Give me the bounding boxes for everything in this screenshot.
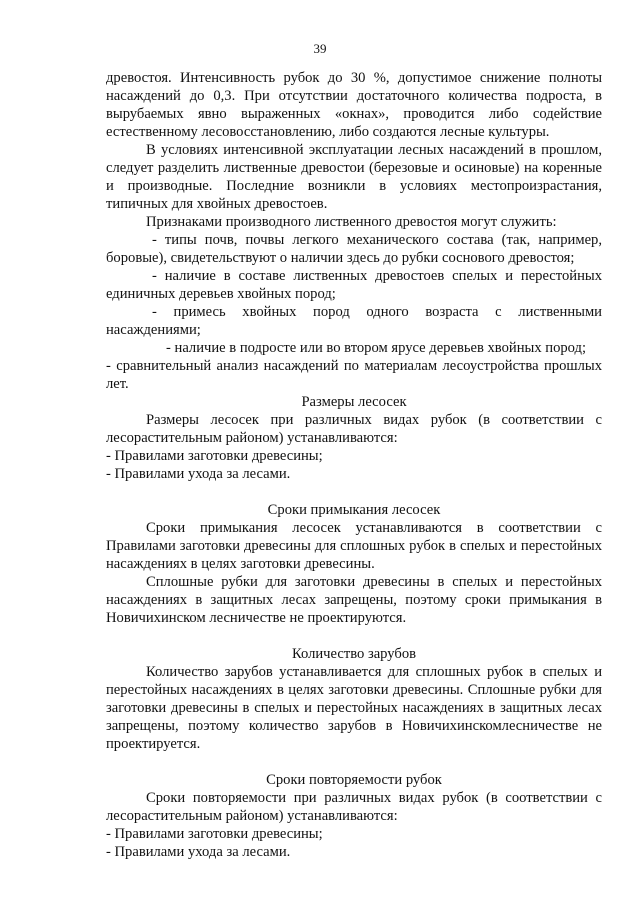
paragraph: В условиях интенсивной эксплуатации лесных насаждений в прошлом, следует разделить лиственные древостои (березовые и осиновые) на коренные и производные. Последние возникли в условиях местопроизрастания, типичных для хвойных древостоев.: [106, 142, 602, 212]
section-title-adjacency-terms: Сроки примыкания лесосек: [267, 502, 441, 518]
section-title-repeat-terms: Сроки повторяемости рубок: [266, 772, 442, 788]
list-item: - наличие в составе лиственных древостоев спелых и перестойных единичных деревьев хвойных пород;: [106, 268, 602, 302]
paragraph: древостоя. Интенсивность рубок до 30 %, допустимое снижение полноты насаждений до 0,3. При отсутствии достаточного количества подроста, в вырубаемых явно выраженных «окнах», проводится либо содействие естественному лесовосстановлению, либо создаются лесные культуры.: [106, 70, 602, 140]
list-item: - примесь хвойных пород одного возраста с лиственными насаждениями;: [106, 304, 602, 338]
paragraph: Сроки примыкания лесосек устанавливаются в соответствии с Правилами заготовки древесины для сплошных рубок в спелых и перестойных насаждениях в целях заготовки древесины.: [106, 520, 602, 572]
list-item: - Правилами ухода за лесами.: [106, 844, 291, 860]
list-item: - Правилами заготовки древесины;: [106, 448, 323, 464]
paragraph: Размеры лесосек при различных видах рубок (в соответствии с лесорастительным районом) устанавливаются:: [106, 412, 602, 446]
list-item: - сравнительный анализ насаждений по материалам лесоустройства прошлых лет.: [106, 358, 602, 392]
page-content: [106, 69, 602, 861]
list-item: - наличие в подросте или во втором ярусе деревьев хвойных пород;: [166, 340, 587, 356]
list-item: - Правилами заготовки древесины;: [106, 826, 323, 842]
paragraph: Количество зарубов устанавливается для сплошных рубок в спелых и перестойных насаждениях в целях заготовки древесины. Сплошные рубки для заготовки древесины в спелых и перестойных насаждениях в защитных лесах запрещены, поэтому количество зарубов в Новичихинскомлесничестве не проектируется.: [106, 664, 602, 752]
paragraph: Сплошные рубки для заготовки древесины в спелых и перестойных насаждениях в защитных лесах запрещены, поэтому сроки примыкания в Новичихинском лесничестве не проектируются.: [106, 574, 602, 626]
list-item: - типы почв, почвы легкого механического состава (так, например, боровые), свидетельствуют о наличии здесь до рубки соснового древостоя;: [106, 232, 602, 266]
paragraph: Признаками производного лиственного древостоя могут служить:: [146, 214, 557, 230]
section-title-plot-sizes: Размеры лесосек: [301, 394, 407, 410]
list-item: - Правилами ухода за лесами.: [106, 466, 291, 482]
section-title-cut-count: Количество зарубов: [291, 646, 417, 662]
paragraph: Сроки повторяемости при различных видах рубок (в соответствии с лесорастительным районом) устанавливаются:: [106, 790, 602, 824]
page-number: 39: [313, 41, 327, 56]
